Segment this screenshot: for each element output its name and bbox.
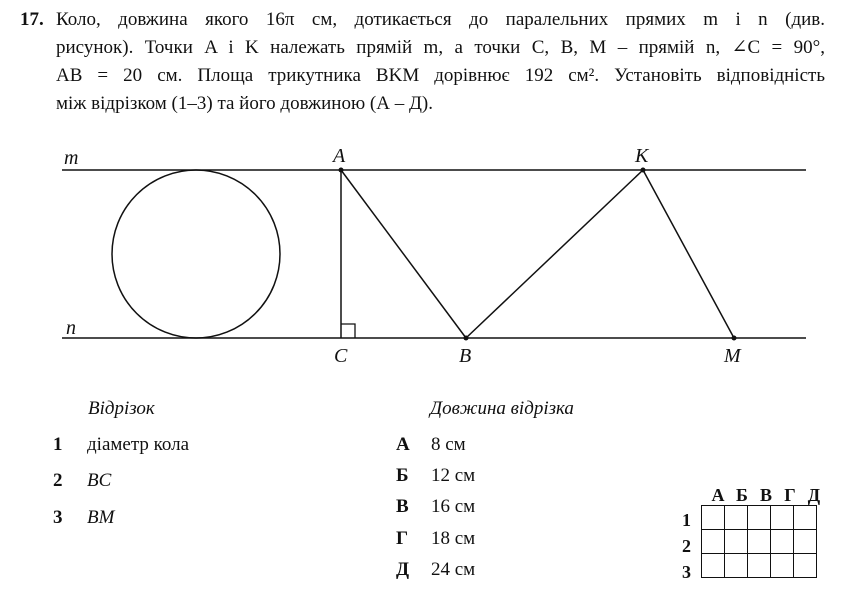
point-M	[732, 336, 737, 341]
answer-cell[interactable]	[725, 506, 748, 530]
answer-cell[interactable]	[771, 554, 794, 578]
segment-row-3: 3 BM	[53, 507, 115, 528]
label-M: M	[724, 345, 741, 367]
answer-cell[interactable]	[794, 530, 817, 554]
problem-line-3: AB = 20 см. Площа трикутника BKM дорівнює 192 см². Установіть відповідність	[56, 65, 825, 86]
problem-line-2: рисунок). Точки A і K належать прямій m, а точки C, B, M – прямій n, ∠C = 90°,	[56, 37, 825, 58]
problem-number: 17.	[20, 9, 44, 30]
answer-cell[interactable]	[702, 506, 725, 530]
label-A: A	[333, 145, 346, 167]
answer-cell[interactable]	[748, 530, 771, 554]
point-A	[339, 168, 344, 173]
length-row-B: Б 12 см	[396, 465, 476, 486]
segments-header: Відрізок	[88, 398, 155, 419]
answer-cell[interactable]	[748, 506, 771, 530]
problem-line-1: Коло, довжина якого 16π см, дотикається до паралельних прямих m і n (див.	[56, 9, 825, 30]
length-row-D: Д 24 см	[396, 559, 476, 580]
answer-grid-row	[702, 530, 817, 554]
segment-row-1: 1 діаметр кола	[53, 434, 190, 455]
segment-AB	[341, 170, 466, 338]
answer-cell[interactable]	[794, 554, 817, 578]
segment-BK	[466, 170, 643, 338]
label-m: m	[64, 147, 79, 169]
answer-cell[interactable]	[702, 530, 725, 554]
label-B: B	[459, 345, 472, 367]
problem-line-4: між відрізком (1–3) та його довжиною (А – Д).	[56, 93, 434, 114]
answer-cell[interactable]	[794, 506, 817, 530]
answer-cell[interactable]	[771, 530, 794, 554]
answer-grid-row	[702, 506, 817, 530]
label-C: C	[334, 345, 348, 367]
length-row-A: А 8 см	[396, 434, 466, 455]
right-angle-mark	[341, 324, 355, 338]
answer-cell[interactable]	[702, 554, 725, 578]
answer-grid-rows: 1 2 3	[682, 510, 691, 582]
segment-row-2: 2 BC	[53, 470, 112, 491]
circle	[112, 170, 280, 338]
answer-cell[interactable]	[771, 506, 794, 530]
segment-KM	[643, 170, 734, 338]
answer-grid-columns: А Б В Г Д	[711, 485, 821, 505]
point-B	[464, 336, 469, 341]
label-K: K	[635, 145, 649, 167]
answer-cell[interactable]	[748, 554, 771, 578]
answer-grid	[701, 505, 817, 578]
label-n: n	[66, 317, 76, 339]
problem-statement	[20, 6, 825, 118]
answer-grid-row	[702, 554, 817, 578]
length-row-V: В 16 см	[396, 496, 476, 517]
lengths-header: Довжина відрізка	[430, 398, 574, 419]
geometry-figure	[0, 140, 846, 380]
length-row-G: Г 18 см	[396, 528, 476, 549]
answer-cell[interactable]	[725, 554, 748, 578]
answer-cell[interactable]	[725, 530, 748, 554]
point-K	[641, 168, 646, 173]
